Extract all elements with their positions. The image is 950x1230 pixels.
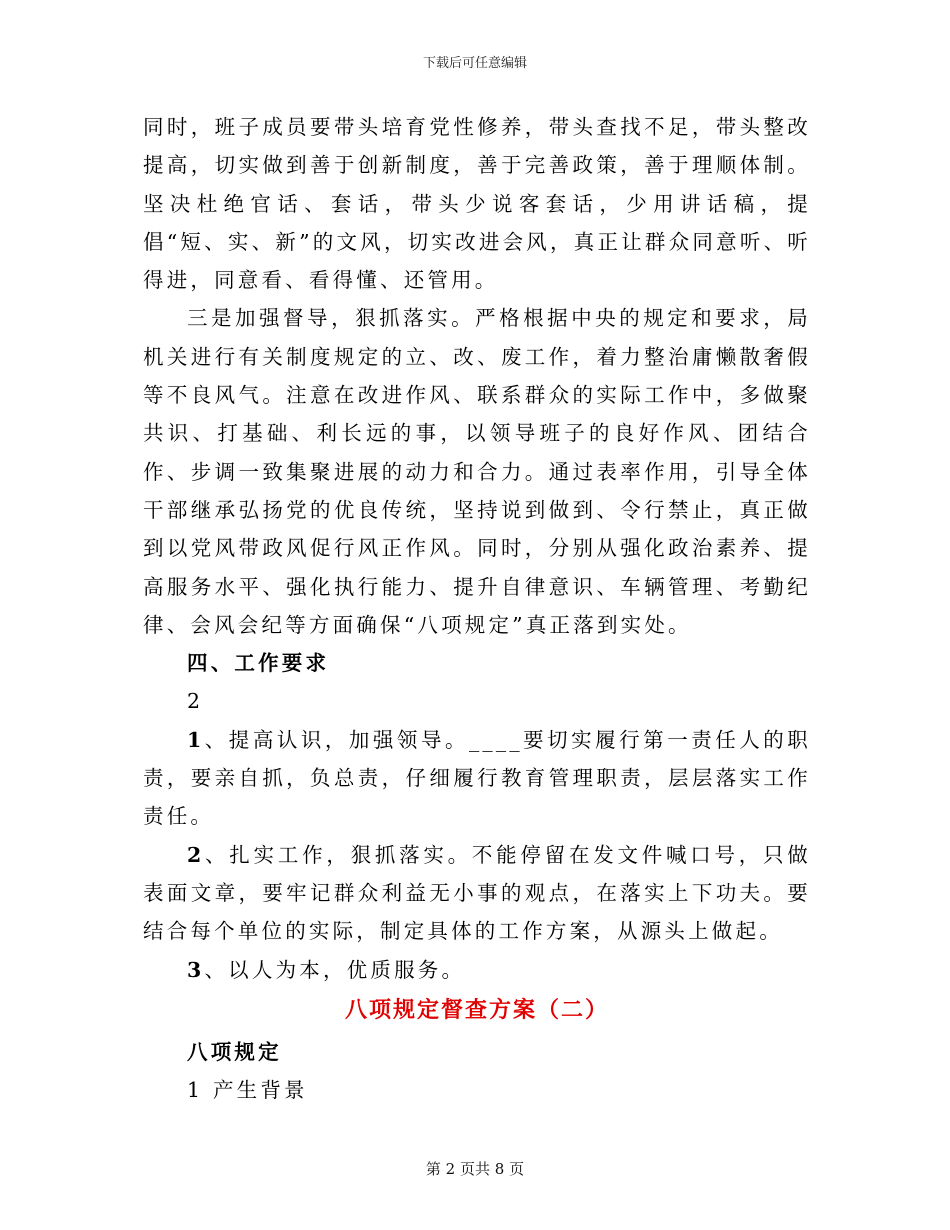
list-item-3-text: 、以人为本，优质服务。 <box>204 957 466 982</box>
page-footer: 第 2 页共 8 页 <box>425 1160 525 1178</box>
page-header: 下载后可任意编辑 <box>422 56 527 71</box>
list-item-3 <box>143 951 811 989</box>
paragraph-2: 三是加强督导，狠抓落实。严格根据中央的规定和要求，局机关进行有关制度规定的立、改、废工作，着力整治庸懒散奢假等不良风气。注意在改进作风、联系群众的实际工作中，多做聚共识、打基础、利长远的事，以领导班子的良好作风、团结合作、步调一致集聚进展的动力和合力。通过表率作用，引导全体干部继承弘扬党的优良传统，坚持说到做到、令行禁止，真正做到以党风带政风促行风正作风。同时，分别从强化政治素养、提高服务水平、强化执行能力、提升自律意识、车辆管理、考勤纪律、会风会纪等方面确保“八项规定”真正落到实处。 <box>143 306 811 637</box>
sub-heading: 八项规定 <box>187 1040 282 1065</box>
list-item-2 <box>143 836 811 951</box>
list-item-background: 1 产生背景 <box>187 1078 308 1103</box>
list-item-1-text: 、提高认识，加强领导。____要切实履行第一责任人的职责，要亲自抓，负总责，仔细履行教育管理职责，层层落实工作责任。 <box>143 727 811 829</box>
paragraph-1: 同时，班子成员要带头培育党性修养，带头查找不足，带头整改提高，切实做到善于创新制度，善于完善政策，善于理顺体制。坚决杜绝官话、套话，带头少说客套话，少用讲话稿，提倡“短、实、新”的文风，切实改进会风，真正让群众同意听、听得进，同意看、看得懂、还管用。 <box>143 115 811 293</box>
page-marker: 2 <box>187 689 204 714</box>
list-item-3-number: 3 <box>187 957 205 982</box>
section-heading-4: 四、工作要求 <box>187 651 330 676</box>
list-item-1-number: 1 <box>187 727 205 752</box>
list-item-2-text: 、扎实工作，狠抓落实。不能停留在发文件喊口号，只做表面文章，要牢记群众利益无小事的观点，在落实上下功夫。要结合每个单位的实际，制定具体的工作方案，从源头上做起。 <box>143 842 811 944</box>
list-item-2-number: 2 <box>187 842 205 867</box>
red-section-title: 八项规定督查方案（二） <box>344 996 609 1023</box>
list-item-1 <box>143 721 811 836</box>
document-body <box>143 108 811 1110</box>
